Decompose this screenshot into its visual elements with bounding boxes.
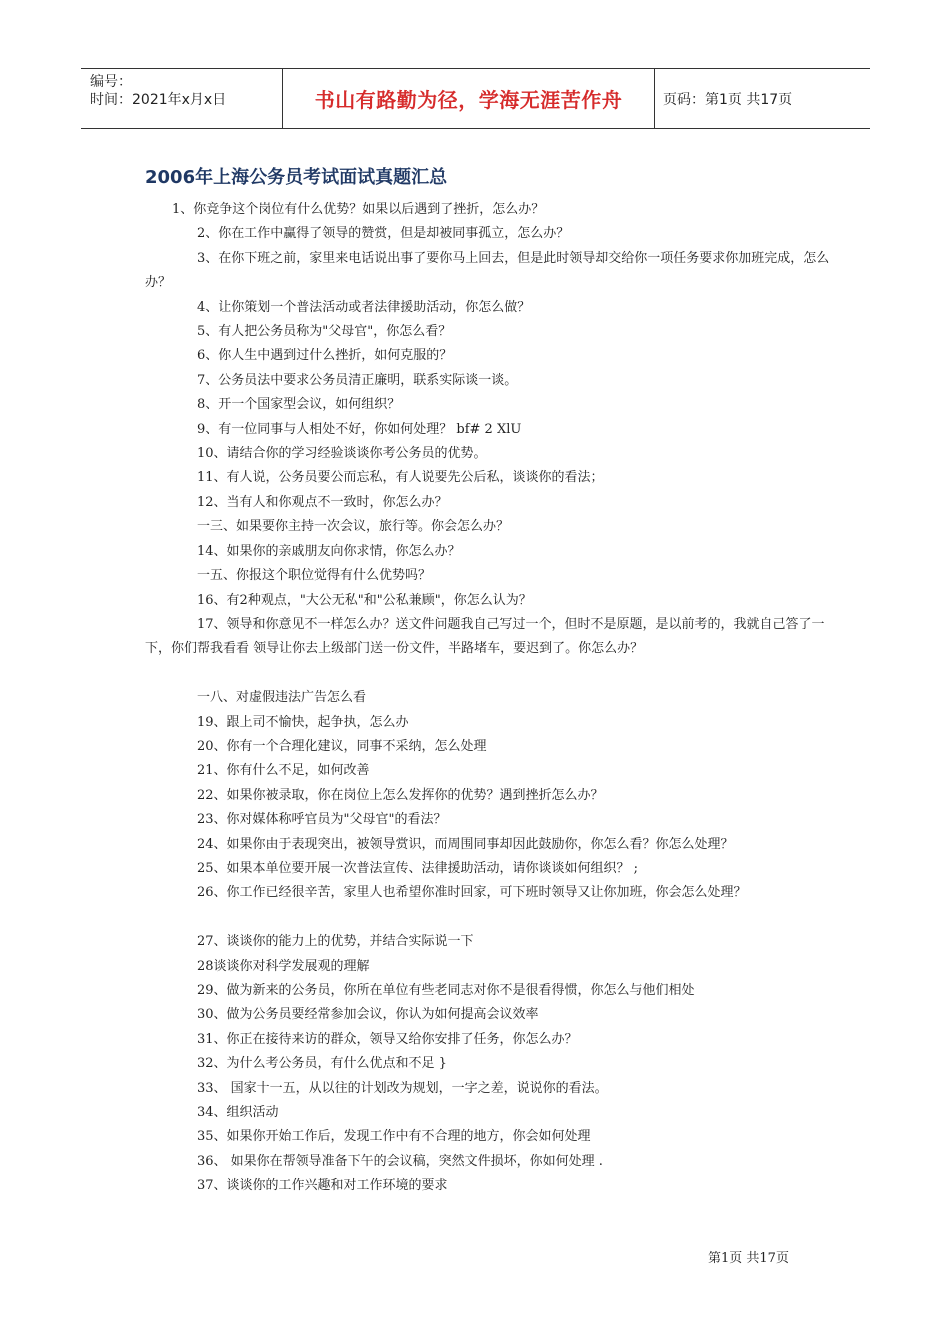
question-13: 一三、如果要你主持一次会议，旅行等。你会怎么办？ [197,519,510,535]
header-page-label: 页码：第1页 共17页 [663,91,793,108]
question-12: 12、当有人和你观点不一致时，你怎么办？ [197,494,448,510]
question-14: 14、如果你的亲戚朋友向你求情，你怎么办？ [197,543,461,559]
question-37: 37、谈谈你的工作兴趣和对工作环境的要求 [197,1178,448,1194]
question-2: 2、你在工作中赢得了领导的赞赏，但是却被同事孤立，怎么办？ [197,226,570,242]
question-9: 9、有一位同事与人相处不好，你如何处理？ bf# 2 XlU [197,421,522,437]
document-title: 2006年上海公务员考试面试真题汇总 [145,167,448,188]
question-15: 一五、你报这个职位觉得有什么优势吗？ [197,568,432,584]
question-27: 27、谈谈你的能力上的优势，并结合实际说一下 [197,934,474,950]
question-28: 28谈谈你对科学发展观的理解 [197,958,370,974]
question-4: 4、让你策划一个普法活动或者法律援助活动，你怎么做？ [197,299,531,315]
question-8: 8、开一个国家型会议，如何组织？ [197,397,401,413]
question-5: 5、有人把公务员称为"父母官"，你怎么看？ [197,324,452,340]
question-7: 7、公务员法中要求公务员清正廉明，联系实际谈一谈。 [197,372,518,388]
question-6: 6、你人生中遇到过什么挫折，如何克服的？ [197,348,453,364]
question-19: 19、跟上司不愉快，起争执，怎么办 [197,714,409,730]
blank-line [145,662,835,686]
question-16: 16、有2种观点，"大公无私"和"公私兼顾"，你怎么认为？ [197,592,532,608]
blank-line [145,906,835,930]
question-35: 35、如果你开始工作后，发现工作中有不合理的地方，你会如何处理 [197,1129,591,1145]
question-25: 25、如果本单位要开展一次普法宣传、法律援助活动，请你谈谈如何组织？ ; [197,860,639,876]
footer-page-label: 第1页 共17页 [708,1251,789,1266]
question-17: 17、领导和你意见不一样怎么办？送文件问题我自己写过一个，但时不是原题，是以前考的，我就自己答了一下，你们帮我看看 领导让你去上级部门送一份文件，半路堵车，要迟到了。你怎么办？ [145,616,825,657]
page-header [81,68,870,129]
motto: 书山有路勤为径，学海无涯苦作舟 [282,69,655,128]
question-33: 33、 国家十一五，从以往的计划改为规划，一字之差，说说你的看法。 [197,1080,608,1096]
question-36: 36、 如果你在帮领导准备下午的会议稿，突然文件损坏，你如何处理 . [197,1153,603,1169]
question-34: 34、组织活动 [197,1105,279,1120]
question-23: 23、你对媒体称呼官员为"父母官"的看法？ [197,812,447,828]
question-26: 26、你工作已经很辛苦，家里人也希望你准时回家，可下班时领导又让你加班，你会怎么处理？ [197,885,747,901]
question-10: 10、请结合你的学习经验谈谈你考公务员的优势。 [197,446,487,462]
question-29: 29、做为新来的公务员，你所在单位有些老同志对你不是很看得惯，你怎么与他们相处 [197,982,695,998]
question-32: 32、为什么考公务员，有什么优点和不足 } [197,1056,447,1072]
question-24: 24、如果你由于表现突出，被领导赏识，而周围同事却因此鼓励你，你怎么看？你怎么处理？ [197,836,734,852]
question-30: 30、做为公务员要经常参加会议，你认为如何提高会议效率 [197,1007,539,1023]
question-21: 21、你有什么不足，如何改善 [197,763,370,779]
question-18: 一八、对虚假违法广告怎么看 [197,690,367,706]
question-list [145,198,835,1199]
time-label: 时间：2021年x月x日 [90,92,227,108]
question-1: 1、你竞争这个岗位有什么优势？如果以后遇到了挫折，怎么办？ [172,202,545,217]
header-meta [81,69,282,128]
number-label: 编号： [90,74,132,90]
question-3: 3、在你下班之前，家里来电话说出事了要你马上回去，但是此时领导却交给你一项任务要求你加班完成，怎么办？ [145,250,830,291]
question-11: 11、有人说，公务员要公而忘私，有人说要先公后私，谈谈你的看法； [197,470,604,486]
question-20: 20、你有一个合理化建议，同事不采纳，怎么处理 [197,738,487,754]
question-22: 22、如果你被录取，你在岗位上怎么发挥你的优势？遇到挫折怎么办？ [197,787,604,803]
question-31: 31、你正在接待来访的群众，领导又给你安排了任务，你怎么办？ [197,1031,578,1047]
